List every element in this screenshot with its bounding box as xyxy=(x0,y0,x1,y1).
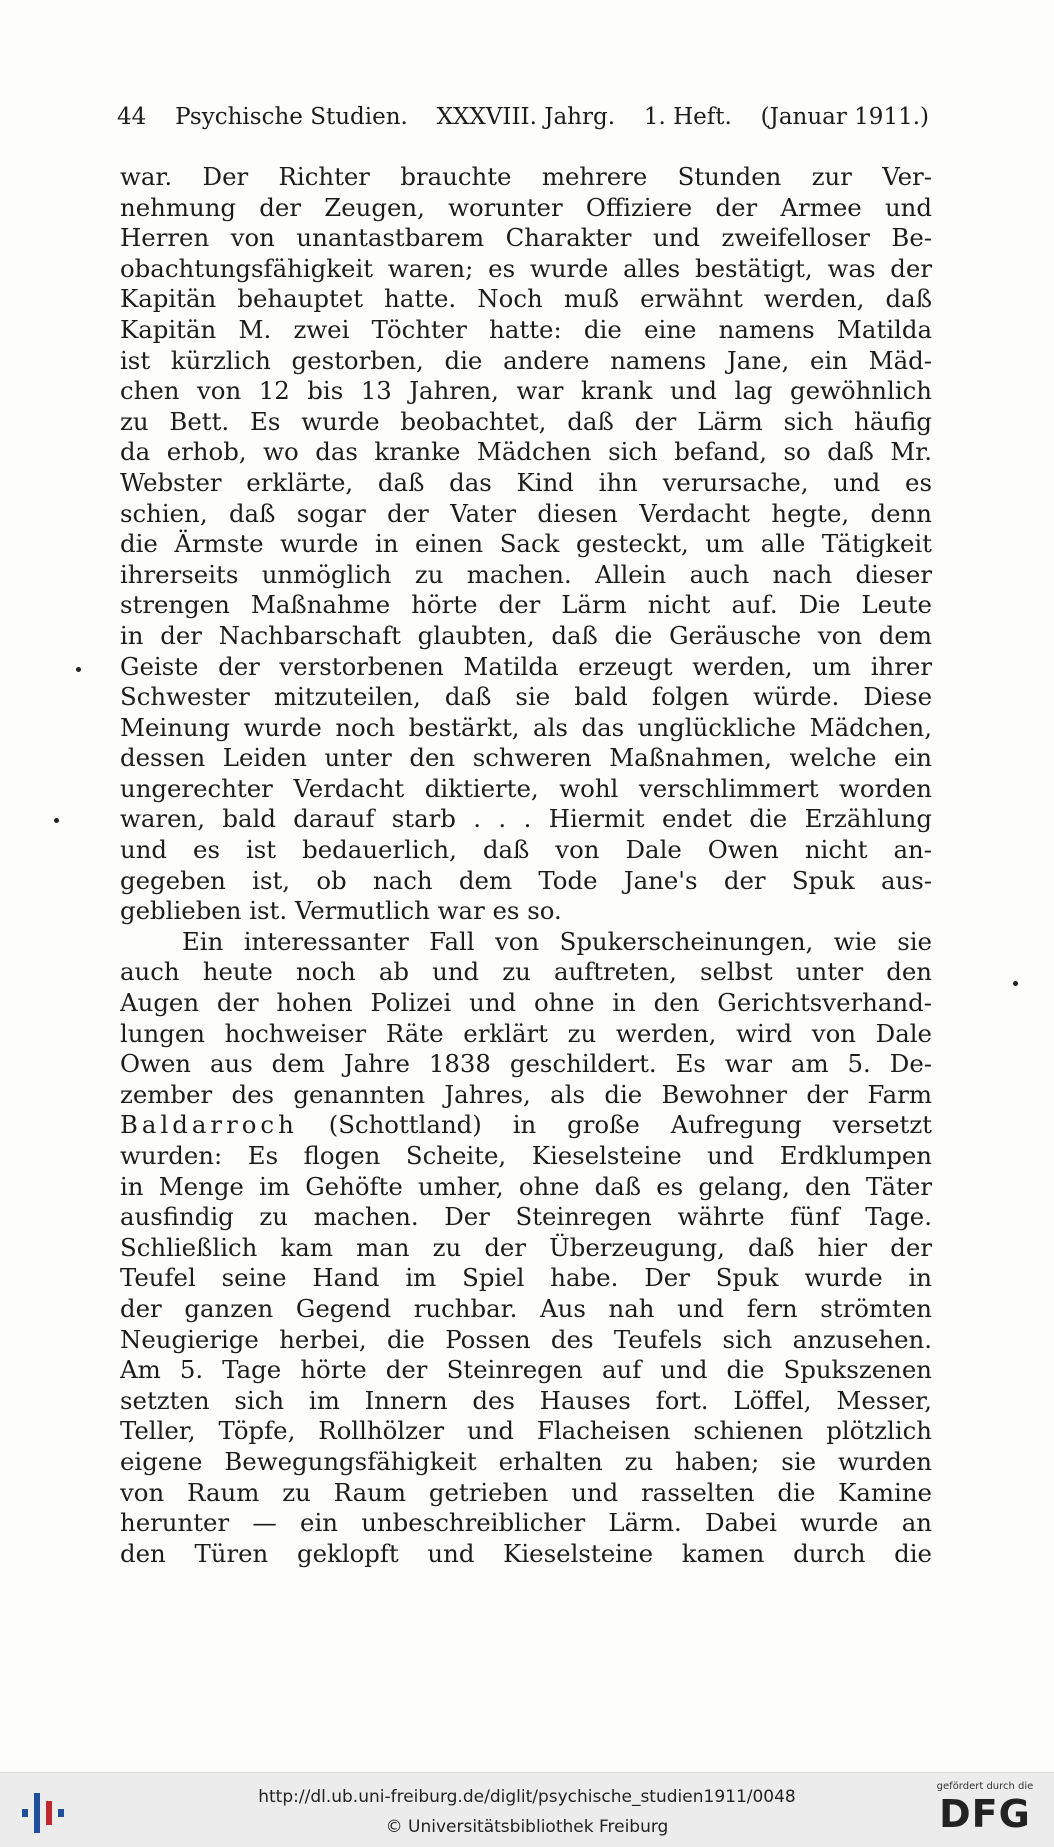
text-line: waren, bald darauf starb . . . Hiermit endet die Erzählung xyxy=(120,804,932,834)
text-line: Herren von unantastbarem Charakter und zweifelloser Be- xyxy=(120,223,932,253)
text-line: wurden: Es flogen Scheite, Kieselsteine und Erdklumpen xyxy=(120,1141,932,1170)
text-line: zember des genannten Jahres, als die Bewohner der Farm xyxy=(120,1079,932,1109)
text-line: ungerechter Verdacht diktierte, wohl verschlimmert worden xyxy=(120,773,932,803)
text-line: Kapitän M. zwei Töchter hatte: die eine namens Matilda xyxy=(120,314,932,344)
dfg-logo xyxy=(930,1781,1040,1841)
text-line: ausfindig zu machen. Der Steinregen währte fünf Tage. xyxy=(120,1202,932,1232)
text-line: strengen Maßnahme hörte der Lärm nicht auf. Die Leute xyxy=(120,590,932,620)
text-line: gegeben ist, ob nach dem Tode Jane's der Spuk aus- xyxy=(120,865,932,895)
text-line: Owen aus dem Jahre 1838 geschildert. Es war am 5. De- xyxy=(120,1049,932,1079)
text-line: obachtungsfähigkeit waren; es wurde alles bestätigt, was der xyxy=(120,253,932,283)
text-line: Webster erklärte, daß das Kind ihn verursache, und es xyxy=(120,467,932,497)
text-line: dessen Leiden unter den schweren Maßnahmen, welche ein xyxy=(120,743,932,773)
text-line: Kapitän behauptet hatte. Noch muß erwähnt werden, daß xyxy=(120,284,932,314)
issue-date: (Januar 1911.) xyxy=(760,104,929,130)
text-line: Ein interessanter Fall von Spukerscheinungen, wie sie xyxy=(182,926,932,956)
text-line: eigene Bewegungsfähigkeit erhalten zu haben; sie wurden xyxy=(120,1446,932,1476)
spaced-place-name: Baldarroch xyxy=(120,1110,298,1140)
text-line: ihrerseits unmöglich zu machen. Allein auch nach dieser xyxy=(120,559,932,589)
text-line: lungen hochweiser Räte erklärt zu werden, wird von Dale xyxy=(120,1018,932,1048)
text-line: Meinung wurde noch bestärkt, als das unglückliche Mädchen, xyxy=(120,712,932,742)
text-line: nehmung der Zeugen, worunter Offiziere der Armee und xyxy=(120,192,932,222)
text-line: den Türen geklopft und Kieselsteine kamen durch die xyxy=(120,1538,932,1568)
text-line: Geiste der verstorbenen Matilda erzeugt werden, um ihrer xyxy=(120,651,932,681)
text-line: Teller, Töpfe, Rollhölzer und Flacheisen schienen plötzlich xyxy=(120,1416,932,1446)
copyright-notice: © Universitätsbibliothek Freiburg xyxy=(385,1817,669,1837)
text-line: die Ärmste wurde in einen Sack gesteckt, um alle Tätigkeit xyxy=(120,529,932,559)
text-line: zu Bett. Es wurde beobachtet, daß der Lärm sich häufig xyxy=(120,406,932,436)
text-line: von Raum zu Raum getrieben und rasselten die Kamine xyxy=(120,1477,932,1507)
journal-title: Psychische Studien. xyxy=(175,104,408,130)
scan-speck xyxy=(54,818,59,823)
text-line: Neugierige herbei, die Possen des Teufels sich anzusehen. xyxy=(120,1324,932,1354)
page-number: 44 xyxy=(117,104,147,130)
text-line: geblieben ist. Vermutlich war es so. xyxy=(120,896,562,926)
body-text xyxy=(120,162,932,1569)
text-line: der ganzen Gegend ruchbar. Aus nah und fern strömten xyxy=(120,1293,932,1323)
dfg-wordmark: DFG xyxy=(939,1792,1031,1836)
issue-label: 1. Heft. xyxy=(643,104,732,130)
text-line: Augen der hohen Polizei und ohne in den Gerichtsverhand- xyxy=(120,988,932,1018)
text-line: Schließlich kam man zu der Überzeugung, daß hier der xyxy=(120,1232,932,1262)
text-line: chen von 12 bis 13 Jahren, war krank und lag gewöhnlich xyxy=(120,376,932,406)
scan-speck xyxy=(76,667,81,672)
text-line-with-spaced-word xyxy=(120,1110,932,1141)
text-line: war. Der Richter brauchte mehrere Stunden zur Ver- xyxy=(120,162,932,191)
document-url-link[interactable]: http://dl.ub.uni-freiburg.de/diglit/psychische_studien1911/0048 xyxy=(258,1787,796,1807)
volume-label: XXXVIII. Jahrg. xyxy=(436,104,616,130)
text-line: auch heute noch ab und zu auftreten, selbst unter den xyxy=(120,957,932,987)
text-line: und es ist bedauerlich, daß von Dale Owen nicht an- xyxy=(120,835,932,865)
text-line: ist kürzlich gestorben, die andere namens Jane, ein Mäd- xyxy=(120,345,932,375)
text-line: Teufel seine Hand im Spiel habe. Der Spuk wurde in xyxy=(120,1263,932,1293)
text-line-rest: (Schottland) in große Aufregung versetzt xyxy=(328,1110,932,1140)
text-line: Am 5. Tage hörte der Steinregen auf und die Spukszenen xyxy=(120,1355,932,1385)
text-line: da erhob, wo das kranke Mädchen sich befand, so daß Mr. xyxy=(120,437,932,467)
scan-speck xyxy=(1013,981,1018,986)
text-line: herunter — ein unbeschreiblicher Lärm. Dabei wurde an xyxy=(120,1508,932,1538)
dfg-caption: gefördert durch die xyxy=(936,1781,1034,1792)
running-header xyxy=(117,104,929,130)
text-line: in der Nachbarschaft glaubten, daß die Geräusche von dem xyxy=(120,620,932,650)
text-line: in Menge im Gehöfte umher, ohne daß es gelang, den Täter xyxy=(120,1171,932,1201)
text-line: setzten sich im Innern des Hauses fort. Löffel, Messer, xyxy=(120,1385,932,1415)
text-line: schien, daß sogar der Vater diesen Verdacht hegte, denn xyxy=(120,498,932,528)
text-line: Schwester mitzuteilen, daß sie bald folgen würde. Diese xyxy=(120,682,932,712)
viewer-footer xyxy=(0,1772,1054,1847)
